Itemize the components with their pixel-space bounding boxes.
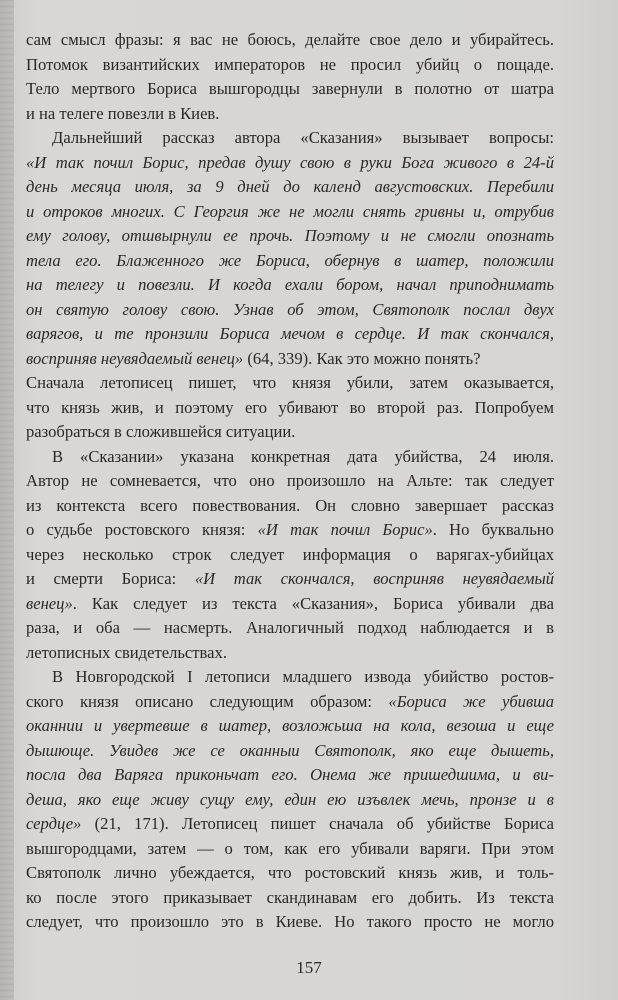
quote-text: венец» bbox=[26, 593, 73, 613]
quote-text: «Бориса же убивша bbox=[388, 691, 554, 711]
text-segment: (64, 339). Как это можно понять? bbox=[243, 348, 481, 368]
text-line: из контекста всего повествования. Он словно завершает рассказ bbox=[26, 495, 554, 515]
text-line: Святополк лично убеждается, что ростовский князь жив, и толь- bbox=[26, 863, 554, 882]
text-line: В «Сказании» указана конкретная дата убийства, 24 июля. bbox=[52, 446, 554, 466]
text-line: на телегу и повезли. И когда ехали бором, начал приподнимать bbox=[26, 275, 554, 294]
text-line: Потомок византийских императоров не просил убийц о пощаде. bbox=[26, 54, 554, 74]
text-line: он святую голову свою. Узнав об этом, Святополк послал двух bbox=[26, 299, 554, 319]
text-line: и отроков многих. С Георгия же не могли снять гривны и, отрубив bbox=[26, 201, 554, 221]
text-line bbox=[26, 592, 554, 617]
quote-text: «И так скончался, восприняв неувядаемый bbox=[194, 569, 554, 588]
text-line: посла два Варяга приконьчат его. Онема же пришедшима, и ви- bbox=[26, 765, 554, 784]
quote-text: восприняв неувядаемый венец» bbox=[26, 348, 244, 368]
text-line: оканнии и увертевше в шатер, возложьша на кола, везоша и еще bbox=[26, 716, 554, 735]
text-line: разобраться в сложившейся ситуации. bbox=[26, 422, 296, 441]
text-line: летописных свидетельствах. bbox=[26, 642, 227, 662]
text-line: В Новгородской I летописи младшего извода убийство ростов- bbox=[52, 667, 554, 686]
page-text bbox=[26, 28, 554, 935]
text-line: ему голову, отшвырнули ее прочь. Поэтому и не смогли опознать bbox=[26, 226, 554, 245]
text-line: вышгородцами, затем — о том, как его убивали варяги. При этом bbox=[26, 838, 554, 858]
text-line: сам смысл фразы: я вас не боюсь, делайте свое дело и убирайтесь. bbox=[26, 30, 554, 49]
text-line: что князь жив, и поэтому его убивают во второй раз. Попробуем bbox=[26, 397, 554, 417]
text-line: «И так почил Борис, предав душу свою в руки Бога живого в 24-й bbox=[26, 152, 554, 172]
text-line bbox=[26, 567, 554, 592]
text-line: день месяца июля, за 9 дней до календ августовских. Перебили bbox=[26, 177, 554, 196]
text-line: Тело мертвого Бориса вышгородцы завернули в полотно от шатра bbox=[26, 79, 554, 98]
text-line: Дальнейший рассказ автора «Сказания» вызывает вопросы: bbox=[52, 128, 554, 147]
text-line: и на телеге повезли в Киев. bbox=[26, 103, 220, 123]
text-line: тела его. Блаженного же Бориса, обернув в шатер, положили bbox=[26, 250, 554, 270]
book-gutter bbox=[0, 0, 14, 1000]
text-line: раза, и оба — насмерть. Аналогичный подход наблюдается и в bbox=[26, 618, 554, 637]
text-line: деша, яко еще живу сущу ему, един ею изъвлек мечь, пронзе и в bbox=[26, 789, 554, 809]
text-line bbox=[26, 518, 554, 543]
text-segment: . Как следует из текста «Сказания», Бориса убивали два bbox=[72, 593, 554, 613]
text-segment: (21, 171). Летописец пишет сначала об убийстве Бориса bbox=[81, 814, 554, 833]
text-line: Сначала летописец пишет, что князя убили, затем оказывается, bbox=[26, 373, 554, 392]
page-number: 157 bbox=[296, 958, 322, 977]
text-line: ко после этого приказывает скандинавам его добить. Из текста bbox=[26, 887, 554, 907]
text-line bbox=[26, 812, 554, 837]
text-line: Автор не сомневается, что оно произошло на Альте: так следует bbox=[26, 471, 554, 490]
quote-text: сердце» bbox=[26, 814, 82, 833]
text-segment: о судьбе ростовского князя: bbox=[26, 520, 258, 539]
text-line: через несколько строк следует информация о варягах-убийцах bbox=[26, 544, 554, 564]
text-line: варягов, и те пронзили Бориса мечом в сердце. И так скончался, bbox=[26, 324, 554, 343]
text-line bbox=[26, 690, 554, 715]
text-segment: и смерти Бориса: bbox=[26, 569, 195, 588]
text-line: следует, что произошло это в Киеве. Но такого просто не могло bbox=[26, 912, 554, 931]
text-segment: ского князя описано следующим образом: bbox=[26, 691, 389, 711]
quote-text: «И так почил Борис» bbox=[257, 520, 433, 539]
text-line bbox=[26, 347, 554, 372]
text-segment: . Но буквально bbox=[432, 520, 554, 539]
text-line: дышюще. Увидев же се оканныи Святополк, яко еще дышеть, bbox=[26, 740, 554, 760]
